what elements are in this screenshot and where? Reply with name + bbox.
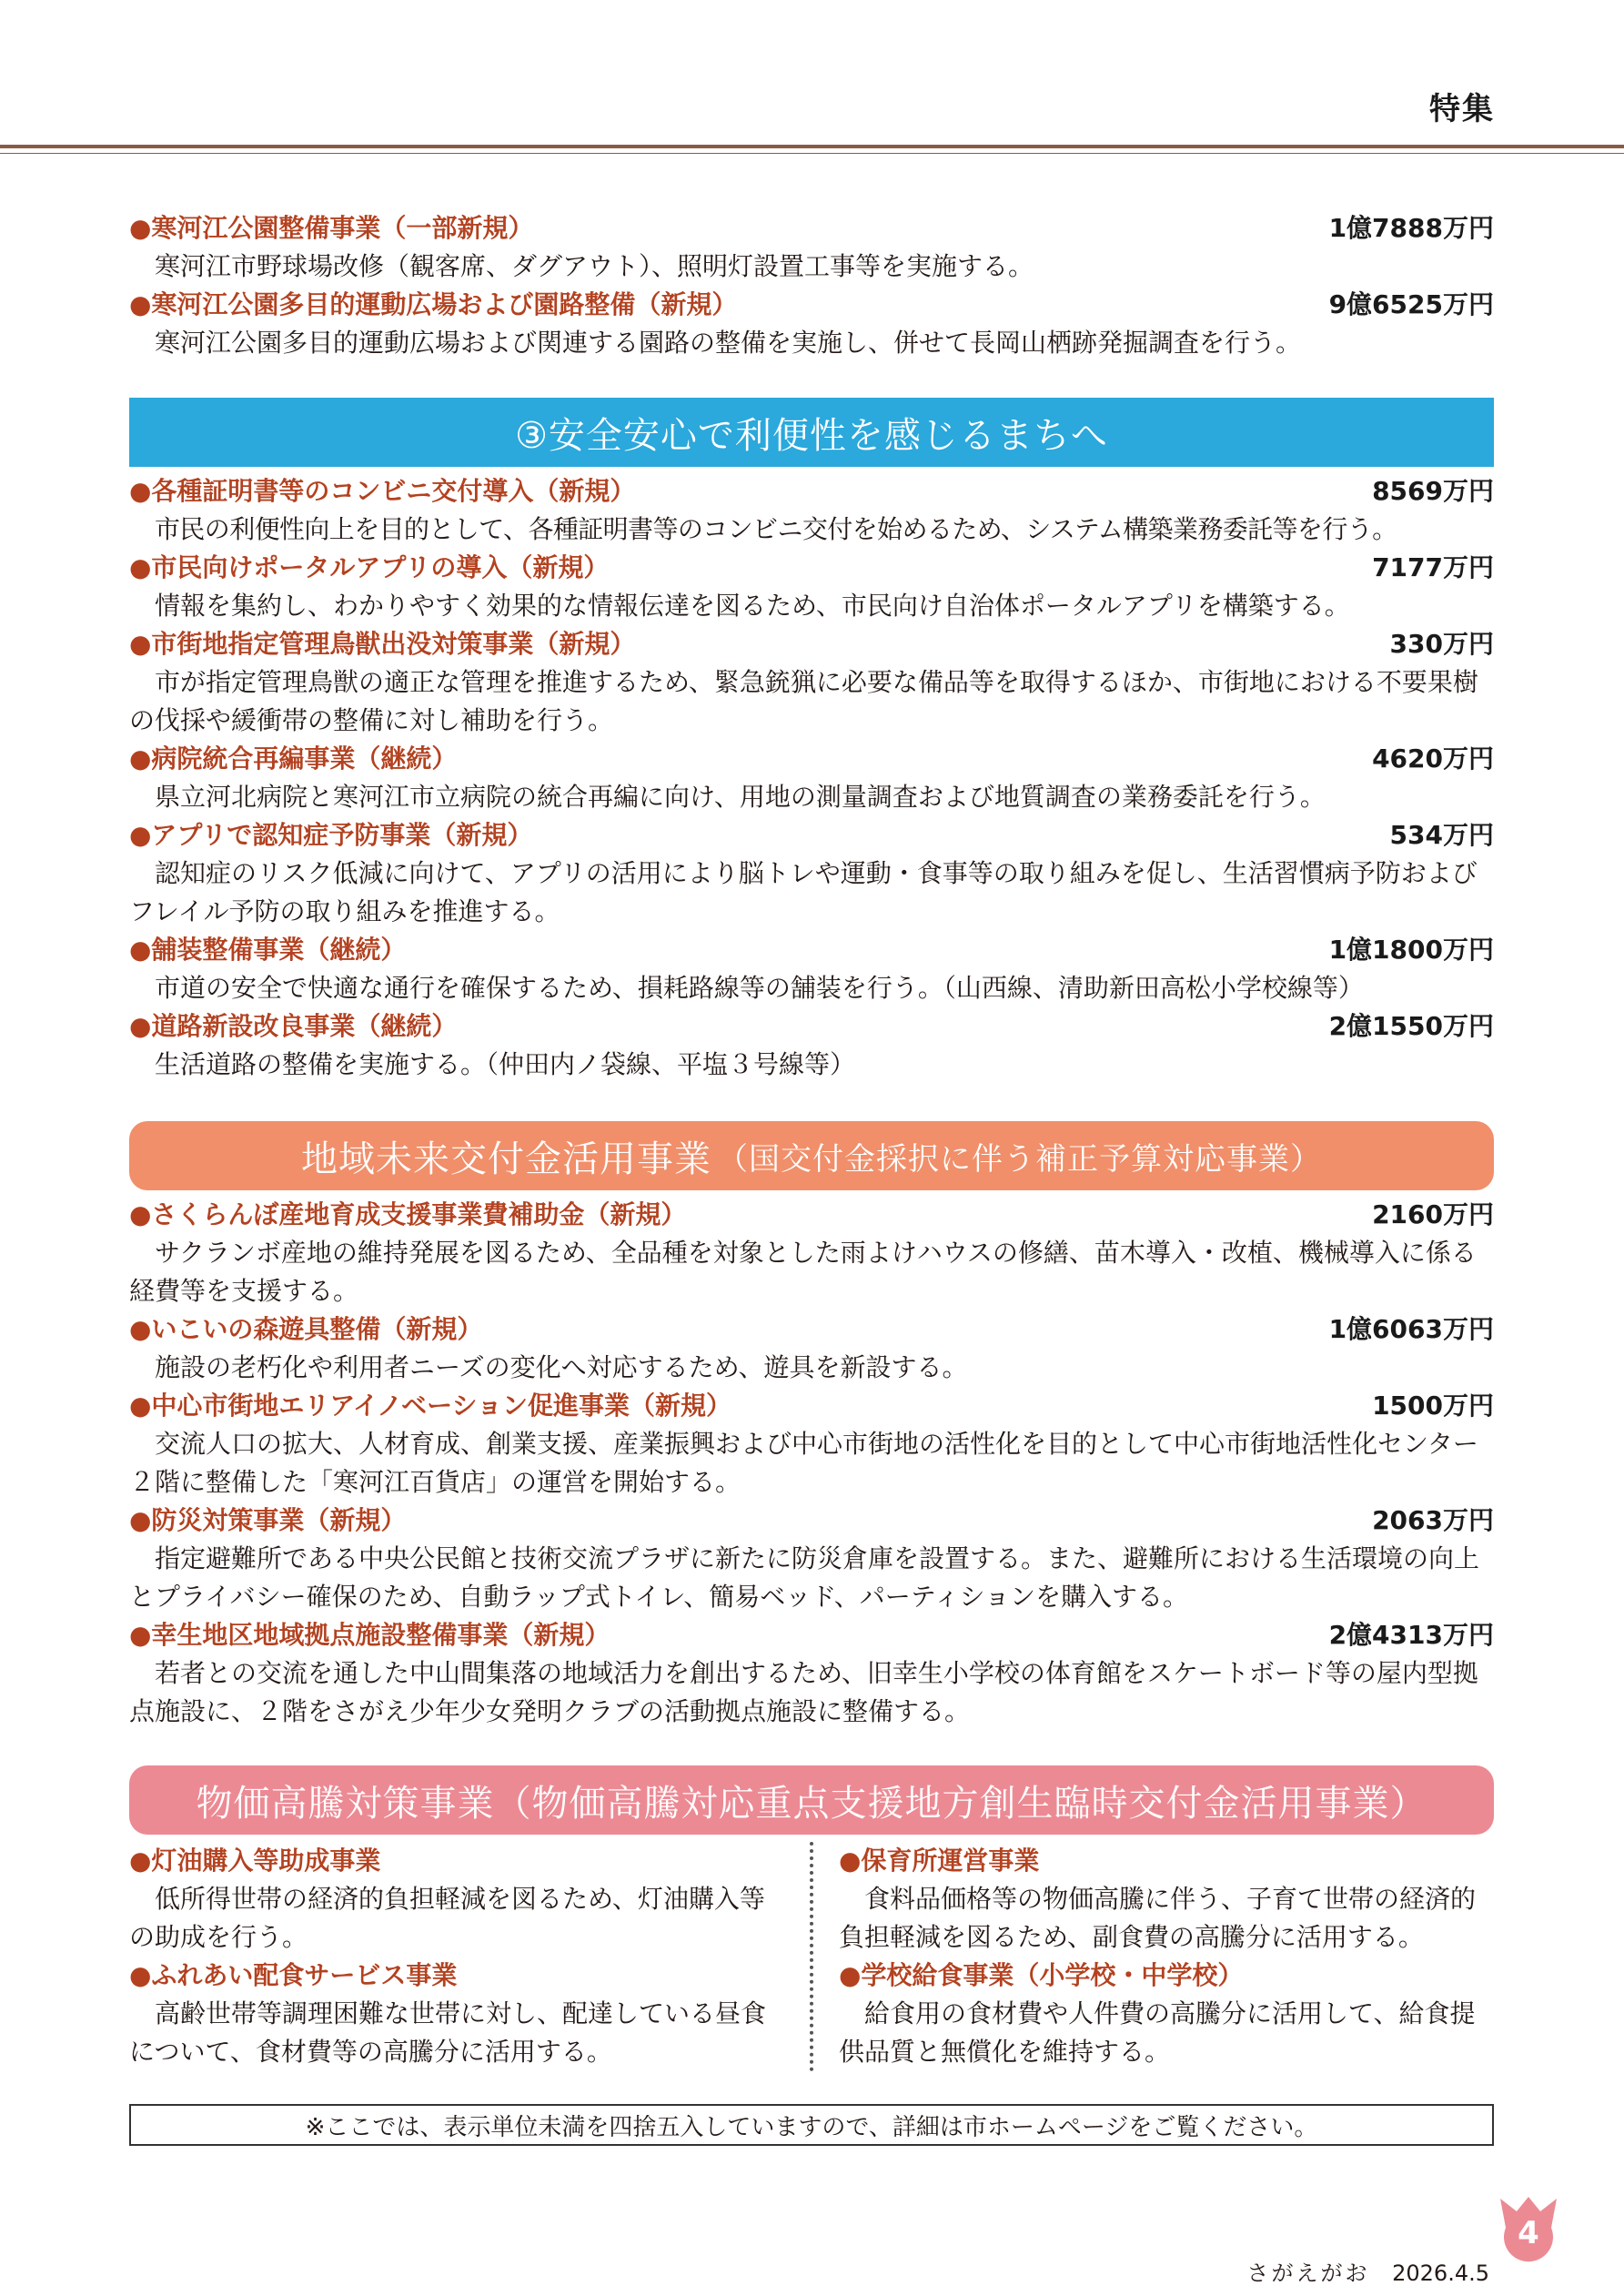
section-price-measures (129, 1765, 1494, 2071)
header-rule (0, 145, 1624, 148)
item-heading (129, 740, 1494, 778)
item-heading (129, 1842, 784, 1880)
item-description: 寒河江公園多目的運動広場および関連する園路の整備を実施し、併せて長岡山栖跡発掘調査を行う。 (155, 328, 1302, 358)
item-heading (129, 625, 1494, 663)
item-heading (129, 549, 1494, 587)
item-description: 若者との交流を通した中山間集落の地域活力を創出するため、旧幸生小学校の体育館をスケートボード等の屋内型拠点施設に、２階をさがえ少年少女発明クラブの活動拠点施設に整備する。 (129, 1658, 1478, 1726)
item-description: 認知症のリスク低減に向けて、アプリの活用により脳トレや運動・食事等の取り組みを促し、生活習慣病予防およびフレイル予防の取り組みを推進する。 (129, 858, 1478, 926)
item-title: ●寒河江公園整備事業（一部新規） (129, 213, 534, 243)
page-section-title: 特集 (1429, 91, 1495, 127)
item-description: 指定避難所である中央公民館と技術交流プラザに新たに防災倉庫を設置する。また、避難所における生活環境の向上とプライバシー確保のため、自動ラップ式トイレ、簡易ベッド、パーティションを購入する。 (129, 1543, 1480, 1612)
item-heading (129, 1502, 1494, 1540)
footnote-box (129, 2104, 1494, 2146)
item-title: ●さくらんぼ産地育成支援事業費補助金（新規） (129, 1199, 687, 1229)
item-heading (129, 1007, 1494, 1046)
item-title: ●市民向けポータルアプリの導入（新規） (129, 552, 610, 582)
item-heading (129, 1957, 784, 1995)
item-amount: 1500万円 (1372, 1391, 1494, 1421)
item-amount: 8569万円 (1372, 476, 1494, 506)
item-description: 給食用の食材費や人件費の高騰分に活用して、給食提供品質と無償化を維持する。 (839, 1998, 1476, 2067)
item-description: 市道の安全で快適な通行を確保するため、損耗路線等の舗装を行う。（山西線、清助新田高松小学校線等） (155, 973, 1364, 1003)
item-title: ●舗装整備事業（継続） (129, 935, 407, 965)
item-title: ●寒河江公園多目的運動広場および園路整備（新規） (129, 289, 738, 319)
section-subheading: （国交付金採択に伴う補正予算対応事業） (717, 1140, 1322, 1178)
item-heading (839, 1842, 1494, 1880)
item-title: ●中心市街地エリアイノベーション促進事業（新規） (129, 1391, 731, 1421)
section-heading: 物価高騰対策事業（物価高騰対応重点支援地方創生臨時交付金活用事業） (196, 1782, 1427, 1825)
item-heading (129, 1616, 1494, 1654)
item-title: ●いこいの森遊具整備（新規） (129, 1314, 483, 1344)
item-title: ●道路新設改良事業（継続） (129, 1011, 458, 1041)
item-heading (129, 472, 1494, 511)
left-column (129, 1842, 813, 2071)
section-local-grant (129, 1121, 1494, 1731)
item-heading (129, 286, 1494, 324)
item-title: ●保育所運営事業 (839, 1846, 1040, 1876)
item-description: 市が指定管理鳥獣の適正な管理を推進するため、緊急銃猟に必要な備品等を取得するほか、市街地における不要果樹の伐採や緩衝帯の整備に対し補助を行う。 (129, 667, 1478, 735)
item-heading (129, 931, 1494, 969)
item-amount: 7177万円 (1372, 552, 1494, 582)
page-number-badge (1497, 2193, 1560, 2266)
section-heading: ③安全安心で利便性を感じるまちへ (515, 414, 1108, 457)
item-amount: 4620万円 (1372, 743, 1494, 774)
footnote-text: ※ここでは、表示単位未満を四捨五入していますので、詳細は市ホームページをご覧ください。 (305, 2113, 1318, 2141)
item-amount: 2億1550万円 (1328, 1011, 1494, 1041)
item-title: ●幸生地区地域拠点施設整備事業（新規） (129, 1620, 610, 1650)
item-heading (129, 1196, 1494, 1234)
item-description: 情報を集約し、わかりやすく効果的な情報伝達を図るため、市民向け自治体ポータルアプリを構築する。 (155, 591, 1350, 621)
section-heading-bar (129, 1121, 1494, 1190)
item-title: ●各種証明書等のコンビニ交付導入（新規） (129, 476, 636, 506)
item-title: ●アプリで認知症予防事業（新規） (129, 820, 533, 850)
section-heading-bar (129, 1765, 1494, 1835)
item-description: 食料品価格等の物価高騰に伴う、子育て世帯の経済的負担軽減を図るため、副食費の高騰分に活用する。 (839, 1884, 1477, 1952)
right-column (813, 1842, 1494, 2071)
item-heading (129, 209, 1494, 248)
item-title: ●学校給食事業（小学校・中学校） (839, 1960, 1244, 1990)
item-amount: 2063万円 (1372, 1505, 1494, 1535)
section-heading-bar (129, 398, 1494, 467)
item-title: ●ふれあい配食サービス事業 (129, 1960, 458, 1990)
item-title: ●灯油購入等助成事業 (129, 1846, 381, 1876)
two-column-list (129, 1842, 1494, 2071)
publication-name: さがえがお (1246, 2261, 1370, 2286)
section-safety (129, 398, 1494, 1084)
item-heading (839, 1957, 1494, 1995)
item-description: 生活道路の整備を実施する。（仲田内ノ袋線、平塩３号線等） (155, 1049, 856, 1079)
item-description: サクランボ産地の維持発展を図るため、全品種を対象とした雨よけハウスの修繕、苗木導入・改植、機械導入に係る経費等を支援する。 (129, 1238, 1477, 1306)
publication-date: 2026.4.5 (1392, 2261, 1489, 2286)
item-description: 低所得世帯の経済的負担軽減を図るため、灯油購入等の助成を行う。 (129, 1884, 765, 1952)
item-heading (129, 1310, 1494, 1349)
item-heading (129, 1387, 1494, 1425)
item-description: 寒河江市野球場改修（観客席、ダグアウト）、照明灯設置工事等を実施する。 (155, 251, 1034, 281)
item-amount: 2億4313万円 (1328, 1620, 1494, 1650)
page-number: 4 (1518, 2215, 1539, 2251)
item-title: ●防災対策事業（新規） (129, 1505, 407, 1535)
item-description: 高齢世帯等調理困難な世帯に対し、配達している昼食について、食材費等の高騰分に活用する。 (129, 1998, 767, 2067)
item-amount: 1億1800万円 (1328, 935, 1494, 965)
section-heading: 地域未来交付金活用事業 (301, 1138, 711, 1180)
item-amount: 330万円 (1389, 629, 1494, 659)
item-description: 交流人口の拡大、人材育成、創業支援、産業振興および中心市街地の活性化を目的として中心市街地活性化センター２階に整備した「寒河江百貨店」の運営を開始する。 (129, 1429, 1478, 1497)
item-amount: 1億6063万円 (1328, 1314, 1494, 1344)
item-heading (129, 816, 1494, 855)
footer-publication (1246, 2255, 1489, 2287)
item-amount: 1億7888万円 (1328, 213, 1494, 243)
item-amount: 2160万円 (1372, 1199, 1494, 1229)
item-amount: 9億6525万円 (1328, 289, 1494, 319)
item-title: ●市街地指定管理鳥獣出没対策事業（新規） (129, 629, 636, 659)
header-rule-thin (0, 153, 1624, 154)
item-description: 市民の利便性向上を目的として、各種証明書等のコンビニ交付を始めるため、システム構築業務委託等を行う。 (155, 514, 1397, 544)
item-amount: 534万円 (1389, 820, 1494, 850)
item-description: 施設の老朽化や利用者ニーズの変化へ対応するため、遊具を新設する。 (155, 1352, 968, 1382)
item-title: ●病院統合再編事業（継続） (129, 743, 458, 774)
top-items (129, 209, 1494, 362)
item-description: 県立河北病院と寒河江市立病院の統合再編に向け、用地の測量調査および地質調査の業務委託を行う。 (155, 782, 1326, 812)
